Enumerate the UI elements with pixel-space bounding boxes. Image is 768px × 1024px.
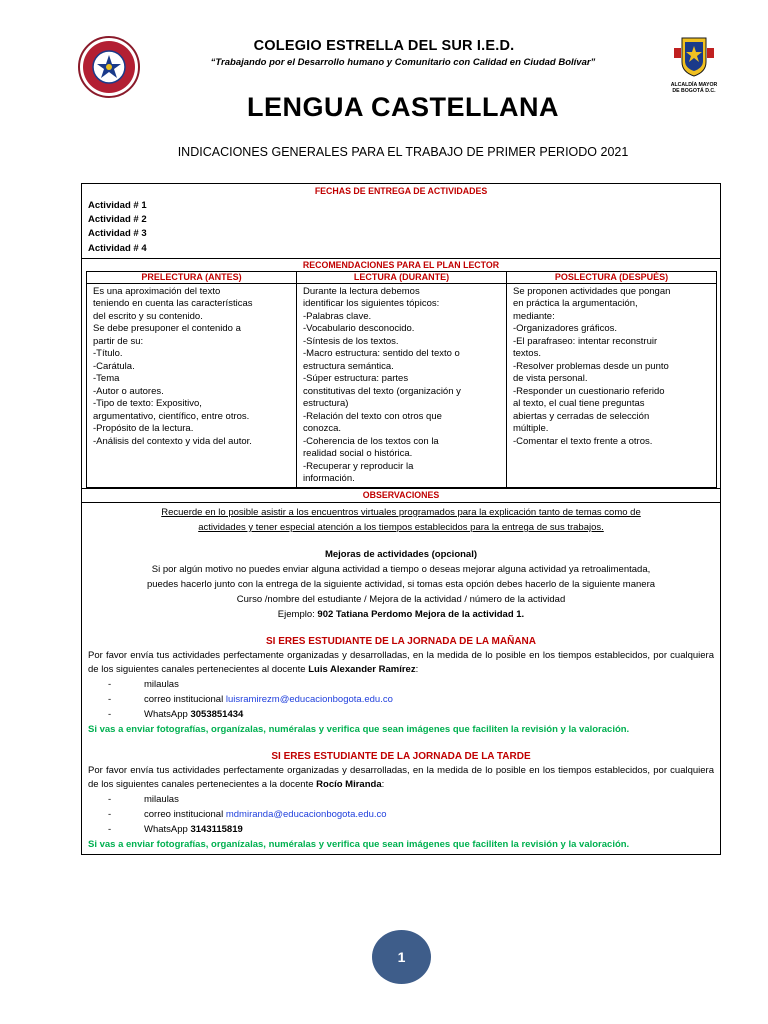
dash-bullet: - bbox=[108, 823, 112, 835]
afternoon-teacher: Rocío Miranda bbox=[316, 778, 382, 790]
morning-whatsapp: 3053851434 bbox=[190, 708, 244, 720]
lectura-line: -Súper estructura: partes bbox=[303, 373, 409, 385]
afternoon-title: SI ERES ESTUDIANTE DE LA JORNADA DE LA TARDE bbox=[271, 750, 531, 762]
poslectura-line: de vista personal. bbox=[513, 373, 588, 385]
channel-label: milaulas bbox=[144, 678, 179, 690]
improvements-line-1: Si por algún motivo no puedes enviar alguna actividad a tiempo o deseas mejorar alguna actividad ya retroalimentada, bbox=[151, 563, 651, 575]
prelectura-line: -Propósito de la lectura. bbox=[93, 423, 194, 435]
reminder-line-1: Recuerde en lo posible asistir a los encuentros virtuales programados para la explicación tanto de temas como de bbox=[161, 506, 641, 518]
prelectura-line: -Carátula. bbox=[93, 360, 135, 372]
poslectura-line: mediante: bbox=[513, 310, 555, 322]
document-subtitle: INDICACIONES GENERALES PARA EL TRABAJO DE PRIMER PERIODO 2021 bbox=[177, 145, 629, 159]
prelectura-line: teniendo en cuenta las características bbox=[93, 298, 253, 310]
afternoon-channel-3 bbox=[82, 822, 720, 837]
poslectura-line: en práctica la argumentación, bbox=[513, 298, 638, 310]
lectura-line: estructura semántica. bbox=[303, 360, 394, 372]
observations-title: OBSERVACIONES bbox=[362, 489, 440, 500]
dash-bullet: - bbox=[108, 693, 112, 705]
prelectura-line: -Tema bbox=[93, 373, 120, 385]
lectura-line: conozca. bbox=[303, 423, 342, 435]
channel-label: milaulas bbox=[144, 793, 179, 805]
example-prefix: Ejemplo: bbox=[277, 608, 318, 620]
lectura-line: -Recuperar y reproducir la bbox=[303, 460, 414, 472]
dash-bullet: - bbox=[108, 708, 112, 720]
dash-bullet: - bbox=[108, 678, 112, 690]
reminder-line-2: actividades y tener especial atención a los tiempos establecidos para la entrega de sus trabajos. bbox=[198, 521, 604, 533]
lectura-line: Durante la lectura debemos bbox=[303, 285, 420, 297]
morning-teacher: Luis Alexander Ramírez bbox=[308, 663, 416, 675]
activity-1: Actividad # 1 bbox=[88, 200, 147, 211]
channel-label: correo institucional bbox=[144, 808, 226, 820]
channel-label: WhatsApp bbox=[144, 823, 191, 835]
prelectura-line: -Tipo de texto: Expositivo, bbox=[93, 398, 202, 410]
prelectura-header: PRELECTURA (ANTES) bbox=[87, 271, 297, 283]
lectura-line: -Relación del texto con otros que bbox=[303, 410, 442, 422]
afternoon-teacher-suffix: : bbox=[381, 778, 385, 790]
school-motto: “Trabajando por el Desarrollo humano y Comunitario con Calidad en Ciudad Bolívar” bbox=[210, 57, 596, 68]
guidelines-box bbox=[81, 183, 721, 855]
logo-caption-line1: ALCALDÍA MAYOR bbox=[670, 82, 718, 88]
morning-intro-text: Por favor envía tus actividades perfectamente organizadas y desarrolladas, en la medida de lo posible en los tiempos establecidos, por cualquiera de los siguientes canales pertenecientes al docente bbox=[88, 649, 714, 675]
morning-channel-3 bbox=[82, 707, 720, 722]
improvements-line-3: Curso /nombre del estudiante / Mejora de la actividad / número de la actividad bbox=[236, 593, 566, 605]
morning-intro bbox=[82, 649, 720, 677]
prelectura-line: -Análisis del contexto y vida del autor. bbox=[93, 435, 252, 447]
school-name: COLEGIO ESTRELLA DEL SUR I.E.D. bbox=[253, 38, 515, 54]
morning-photo-note: Si vas a enviar fotografías, organízalas, numéralas y verifica que sean imágenes que faciliten la revisión y la valoración. bbox=[88, 723, 630, 735]
poslectura-line: -Resolver problemas desde un punto bbox=[513, 360, 669, 372]
poslectura-header: POSLECTURA (DESPUÉS) bbox=[507, 271, 717, 283]
poslectura-line: -Comentar el texto frente a otros. bbox=[513, 435, 653, 447]
example-line bbox=[82, 607, 720, 622]
poslectura-line: abiertas y cerradas de selección bbox=[513, 410, 650, 422]
lectura-line: constitutivas del texto (organización y bbox=[303, 385, 461, 397]
lectura-line: estructura) bbox=[303, 398, 349, 410]
poslectura-line: textos. bbox=[513, 348, 541, 360]
lectura-line: realidad social o histórica. bbox=[303, 448, 413, 460]
morning-channel-1 bbox=[82, 677, 720, 692]
prelectura-line: del escrito y su contenido. bbox=[93, 310, 203, 322]
dash-bullet: - bbox=[108, 793, 112, 805]
morning-teacher-suffix: : bbox=[415, 663, 419, 675]
poslectura-cell bbox=[507, 283, 717, 487]
prelectura-line: -Título. bbox=[93, 348, 123, 360]
lectura-line: -Macro estructura: sentido del texto o bbox=[303, 348, 460, 360]
morning-channel-2 bbox=[82, 692, 720, 707]
example-value: 902 Tatiana Perdomo Mejora de la actividad 1. bbox=[317, 608, 525, 620]
afternoon-channel-1 bbox=[82, 792, 720, 807]
subject-title: LENGUA CASTELLANA bbox=[247, 92, 559, 122]
afternoon-intro bbox=[82, 764, 720, 792]
afternoon-email-link[interactable]: mdmiranda@educacionbogota.edu.co bbox=[225, 808, 387, 820]
prelectura-cell bbox=[87, 283, 297, 487]
prelectura-line: Es una aproximación del texto bbox=[93, 285, 221, 297]
channel-label: WhatsApp bbox=[144, 708, 191, 720]
improvements-title: Mejoras de actividades (opcional) bbox=[324, 548, 478, 560]
poslectura-line: múltiple. bbox=[513, 423, 549, 435]
poslectura-line: Se proponen actividades que pongan bbox=[513, 285, 671, 297]
poslectura-line: al texto, el cual tiene preguntas bbox=[513, 398, 645, 410]
afternoon-photo-note: Si vas a enviar fotografías, organízalas, numéralas y verifica que sean imágenes que faciliten la revisión y la valoración. bbox=[88, 838, 630, 850]
dash-bullet: - bbox=[108, 808, 112, 820]
afternoon-whatsapp: 3143115819 bbox=[190, 823, 243, 835]
activity-4: Actividad # 4 bbox=[88, 242, 147, 254]
activity-3: Actividad # 3 bbox=[88, 228, 147, 240]
lectura-header: LECTURA (DURANTE) bbox=[297, 271, 507, 283]
lectura-line: -Vocabulario desconocido. bbox=[303, 323, 415, 335]
channel-label: correo institucional bbox=[144, 693, 226, 705]
prelectura-line: -Autor o autores. bbox=[93, 385, 164, 397]
lectura-line: -Palabras clave. bbox=[303, 310, 372, 322]
reading-plan-table bbox=[86, 271, 717, 488]
plan-title: RECOMENDACIONES PARA EL PLAN LECTOR bbox=[302, 259, 500, 270]
poslectura-line: -Organizadores gráficos. bbox=[513, 323, 618, 335]
morning-email-link[interactable]: luisramirezm@educacionbogota.edu.co bbox=[225, 693, 393, 705]
prelectura-line: partir de su: bbox=[93, 335, 144, 347]
prelectura-line: Se debe presuponer el contenido a bbox=[93, 323, 241, 335]
improvements-line-2: puedes hacerlo junto con la entrega de la siguiente actividad, si tomas esta opción debes hacerlo de la siguiente manera bbox=[146, 578, 656, 590]
lectura-cell bbox=[297, 283, 507, 487]
lectura-line: identificar los siguientes tópicos: bbox=[303, 298, 440, 310]
lectura-line: información. bbox=[303, 473, 355, 485]
logo-caption-line2: DE BOGOTÁ D.C. bbox=[672, 88, 716, 94]
lectura-line: -Síntesis de los textos. bbox=[303, 335, 399, 347]
afternoon-channel-2 bbox=[82, 807, 720, 822]
poslectura-line: -El parafraseo: intentar reconstruir bbox=[513, 335, 658, 347]
page-number-badge: 1 bbox=[372, 930, 431, 984]
lectura-line: -Coherencia de los textos con la bbox=[303, 435, 439, 447]
activity-2: Actividad # 2 bbox=[88, 214, 147, 226]
prelectura-line: argumentativo, científico, entre otros. bbox=[93, 410, 250, 422]
morning-title: SI ERES ESTUDIANTE DE LA JORNADA DE LA MAÑANA bbox=[265, 635, 536, 647]
afternoon-intro-text: Por favor envía tus actividades perfectamente organizadas y desarrolladas, en la medida de lo posible en los tiempos establecidos, por cualquiera de los siguientes canales pertenecientes a la docente bbox=[88, 764, 714, 790]
dates-title: FECHAS DE ENTREGA DE ACTIVIDADES bbox=[314, 186, 488, 196]
poslectura-line: -Responder un cuestionario referido bbox=[513, 385, 665, 397]
